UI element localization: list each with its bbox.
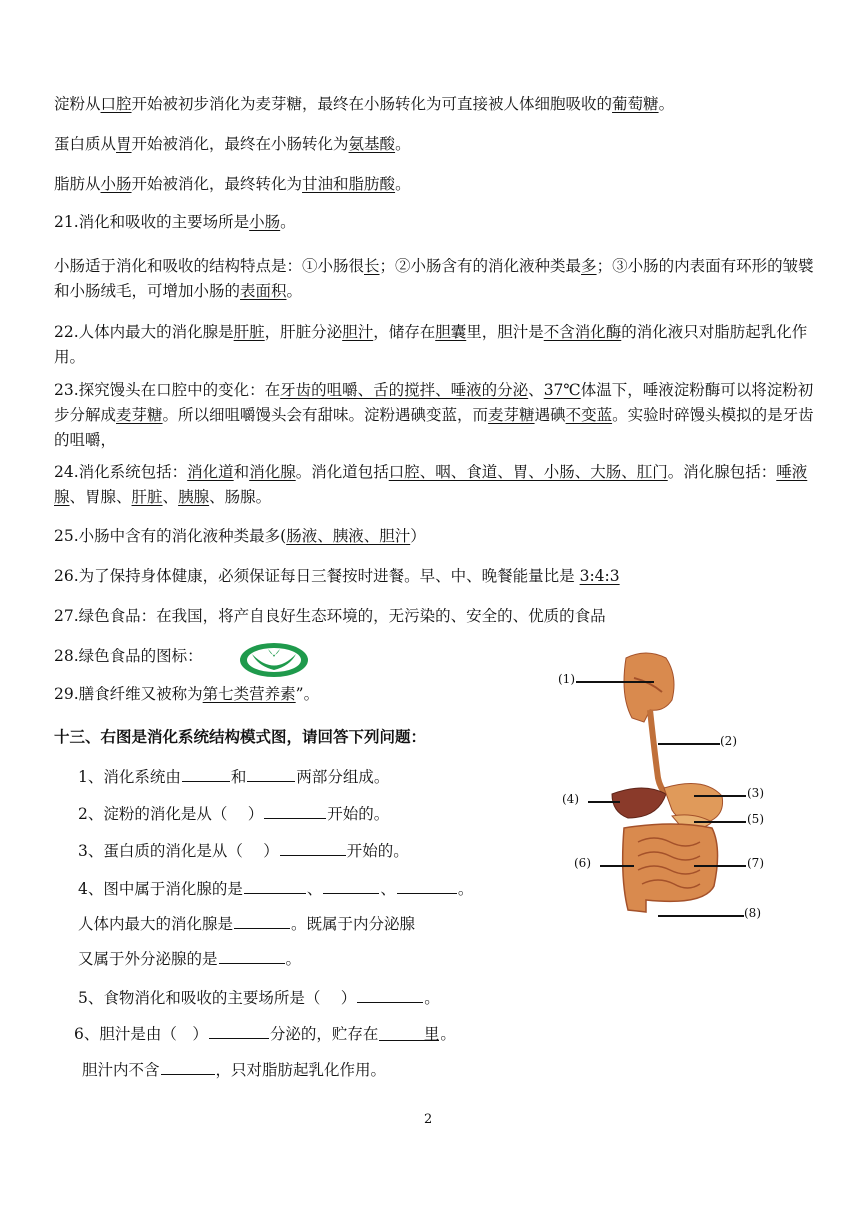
answer-blank[interactable]: [264, 801, 326, 819]
question-line: [78, 801, 389, 825]
answer-text: 胆汁: [342, 323, 374, 341]
answer-text: 甘油和脂肪酸: [302, 175, 396, 193]
answer-text: 胆囊: [435, 323, 467, 341]
answer-blank[interactable]: [323, 876, 379, 894]
answer-blank[interactable]: [219, 946, 285, 964]
paragraph: [54, 210, 814, 235]
answer-text: 肝脏: [233, 323, 265, 341]
paragraph-text: 体温下，唾液淀粉酶可以将淀粉初步分解成: [54, 381, 814, 424]
answer-text: 消化腺: [249, 463, 296, 481]
question-text: 6、胆汁是由（ ）: [74, 1025, 208, 1043]
question-text: 2、淀粉的消化是从（ ）: [78, 805, 264, 823]
paragraph: [54, 320, 814, 370]
question-line: [82, 1057, 386, 1081]
question-text: 、: [306, 880, 323, 898]
question-text: 和: [230, 768, 247, 786]
paragraph: [54, 564, 814, 589]
paragraph-text: 。实验时碎馒头模拟的是牙齿的咀嚼，: [54, 406, 814, 449]
answer-blank[interactable]: [280, 838, 346, 856]
paragraph-text: 。: [280, 213, 296, 231]
paragraph-text: 。: [658, 95, 675, 113]
paragraph-text: 28.绿色食品的图标：: [54, 647, 203, 665]
answer-blank[interactable]: 里: [379, 1023, 439, 1041]
answer-text: 肠液、胰液、胆汁: [286, 527, 411, 545]
answer-blank[interactable]: [397, 876, 457, 894]
paragraph-text: 21.消化和吸收的主要场所是: [54, 213, 250, 231]
paragraph-text: 。: [395, 175, 411, 193]
paragraph-text: 、胃腺、: [69, 488, 132, 506]
question-text: 5、食物消化和吸收的主要场所是（ ）: [78, 989, 357, 1007]
answer-text: 第七类营养素: [202, 685, 296, 703]
answer-text: 表面积: [240, 282, 287, 300]
question-line: [74, 1021, 456, 1045]
paragraph-text: ；②小肠含有的消化液种类最: [379, 257, 582, 275]
paragraph-text: 。消化腺包括：: [667, 463, 777, 481]
question-text: 分泌的，贮存在: [269, 1025, 379, 1043]
question-text: 4、图中属于消化腺的是: [78, 880, 243, 898]
paragraph-text: ，储存在: [373, 323, 436, 341]
answer-text: 牙齿的咀嚼、舌的搅拌、唾液的分泌: [280, 381, 529, 399]
section-title: 十三、右图是消化系统结构模式图，请回答下列问题：: [54, 727, 427, 746]
diagram-label-1: (1): [558, 672, 575, 686]
paragraph: [54, 604, 814, 629]
question-line: [78, 764, 389, 788]
paragraph-text: 和: [233, 463, 250, 481]
paragraph-text: 开始被消化，最终在小肠转化为: [131, 135, 349, 153]
answer-text: 37℃: [543, 381, 581, 399]
paragraph-text: 22.人体内最大的消化腺是: [54, 323, 234, 341]
paragraph: [54, 132, 814, 157]
paragraph-text: ；③小肠的内表面有环形的皱襞和小肠绒毛，可增加小肠的: [54, 257, 814, 300]
question-text: 3、蛋白质的消化是从（ ）: [78, 842, 279, 860]
paragraph-text: ”。: [295, 685, 320, 703]
paragraph-text: 23.探究馒头在口腔中的变化：在: [54, 381, 281, 399]
diagram-label-7: (7): [747, 856, 764, 870]
answer-blank[interactable]: [182, 764, 230, 782]
paragraph-text: 27.绿色食品：在我国，将产自良好生态环境的，无污染的、安全的、优质的食品: [54, 607, 606, 625]
paragraph-text: 25.小肠中含有的消化液种类最多(: [54, 527, 287, 545]
paragraph-text: 、: [162, 488, 179, 506]
diagram-label-5: (5): [747, 812, 764, 826]
answer-text: 口腔: [100, 95, 132, 113]
question-line: [78, 876, 473, 900]
page-number: 2: [424, 1112, 433, 1127]
answer-blank[interactable]: [234, 911, 290, 929]
question-text: 两部分组成。: [296, 768, 390, 786]
paragraph: [54, 378, 814, 453]
paragraph-text: 29.膳食纤维又被称为: [54, 685, 203, 703]
paragraph-text: 、肠腺。: [209, 488, 272, 506]
paragraph-text: 里，胆汁是: [466, 323, 544, 341]
answer-text: 3:4:3: [579, 567, 620, 585]
answer-text: 葡萄糖: [612, 95, 659, 113]
answer-text: 不变蓝: [565, 406, 613, 424]
answer-text: 胃: [116, 135, 132, 153]
paragraph-text: ，肝脏分泌: [264, 323, 343, 341]
paragraph: [54, 254, 814, 304]
answer-text: 胰腺: [178, 488, 210, 506]
answer-text: 多: [581, 257, 597, 275]
diagram-label-6: (6): [574, 856, 591, 870]
question-line: [78, 985, 440, 1009]
question-text: 人体内最大的消化腺是: [78, 915, 234, 933]
green-food-logo-icon: [238, 641, 310, 679]
answer-blank[interactable]: [161, 1057, 215, 1075]
answer-blank[interactable]: [244, 876, 306, 894]
paragraph: [54, 524, 814, 549]
paragraph-text: 开始被初步消化为麦芽糖，最终在小肠转化为可直接被人体细胞吸收的: [131, 95, 613, 113]
paragraph-text: 开始被消化，最终转化为: [131, 175, 303, 193]
answer-text: 肝脏: [131, 488, 163, 506]
answer-text: 消化道: [187, 463, 234, 481]
paragraph-text: ）: [410, 527, 426, 545]
question-text: 。: [440, 1025, 456, 1043]
answer-text: 小肠: [100, 175, 132, 193]
diagram-label-8: (8): [744, 906, 761, 920]
answer-text: 麦芽糖: [116, 406, 163, 424]
question-text: 、: [380, 880, 396, 898]
paragraph: [54, 460, 814, 510]
question-text: 。: [457, 880, 474, 898]
diagram-label-4: (4): [562, 792, 579, 806]
answer-blank[interactable]: [357, 985, 423, 1003]
answer-text: 唾液腺: [54, 463, 808, 506]
paragraph-text: 、: [528, 381, 544, 399]
diagram-label-3: (3): [747, 786, 764, 800]
answer-text: 小肠: [249, 213, 281, 231]
answer-text: 麦芽糖: [488, 406, 535, 424]
paragraph: [54, 92, 814, 117]
paragraph-text: 淀粉从: [54, 95, 101, 113]
question-text: 1、消化系统由: [78, 768, 181, 786]
answer-blank[interactable]: [247, 764, 295, 782]
paragraph-text: 的消化液只对脂肪起乳化作用。: [54, 323, 808, 366]
answer-text: 不含消化酶: [543, 323, 622, 341]
paragraph-text: 小肠适于消化和吸收的结构特点是：①小肠很: [54, 257, 365, 275]
diagram-label-2: (2): [720, 734, 737, 748]
digestive-system-diagram: [554, 648, 778, 930]
paragraph-text: 。: [395, 135, 411, 153]
paragraph-text: 26.为了保持身体健康，必须保证每日三餐按时进餐。早、中、晚餐能量比是: [54, 567, 580, 585]
question-text: 。: [285, 950, 302, 968]
question-line: [78, 838, 409, 862]
question-text: 开始的。: [346, 842, 409, 860]
paragraph-text: 蛋白质从: [54, 135, 117, 153]
question-text: 开始的。: [327, 805, 390, 823]
paragraph: [54, 172, 814, 197]
paragraph-text: 脂肪从: [54, 175, 101, 193]
question-line: [78, 911, 415, 935]
question-text: 。: [424, 989, 440, 1007]
answer-text: 长: [364, 257, 380, 275]
answer-text: 氨基酸: [348, 135, 396, 153]
question-text: 。既属于内分泌腺: [291, 915, 416, 933]
answer-text: 口腔、咽、食道、胃、小肠、大肠、肛门: [388, 463, 668, 481]
paragraph-text: 24.消化系统包括：: [54, 463, 188, 481]
question-text: 又属于外分泌腺的是: [78, 950, 218, 968]
paragraph-text: 。所以细咀嚼馒头会有甜味。淀粉遇碘变蓝，而: [162, 406, 489, 424]
paragraph-text: 。消化道包括: [295, 463, 389, 481]
answer-blank[interactable]: [209, 1021, 269, 1039]
paragraph-text: 。: [286, 282, 303, 300]
paragraph-text: 遇碘: [534, 406, 566, 424]
question-text: 胆汁内不含: [82, 1061, 160, 1079]
question-line: [78, 946, 301, 970]
question-text: ，只对脂肪起乳化作用。: [215, 1061, 387, 1079]
